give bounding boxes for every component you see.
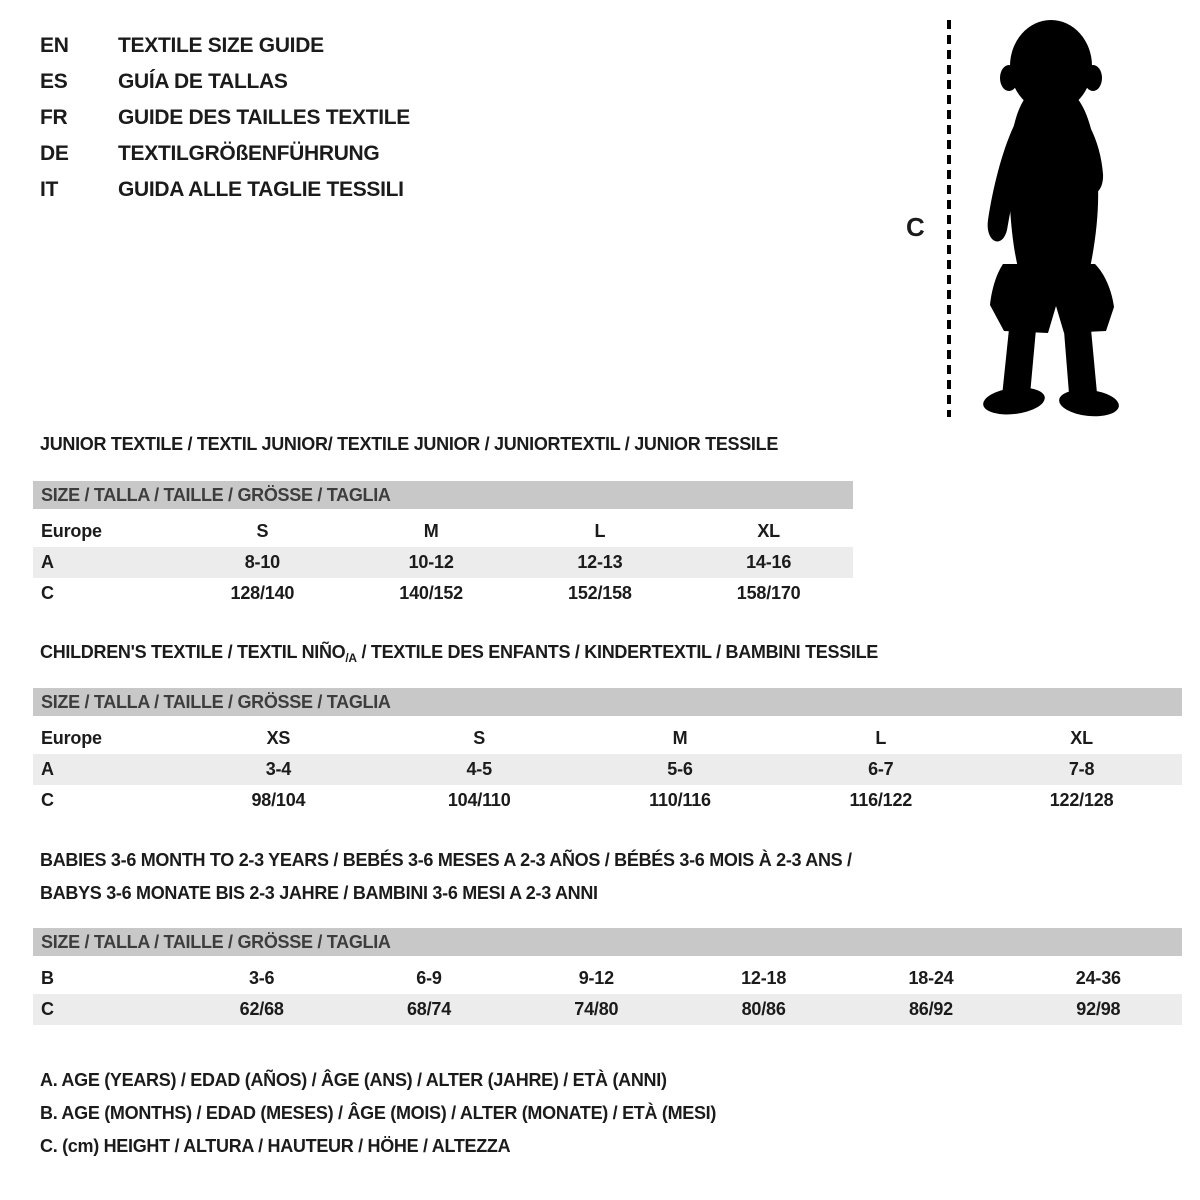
lang-code-en: EN — [40, 34, 69, 57]
babies-size-table — [33, 928, 1182, 1025]
babies-height-row — [33, 994, 1182, 1025]
children-europe-label: Europe — [41, 728, 102, 748]
babies-months-value: 12-18 — [741, 968, 787, 988]
junior-height-value: 140/152 — [399, 583, 463, 603]
legend-line-b: B. AGE (MONTHS) / EDAD (MESES) / ÂGE (MOIS) / ALTER (MONATE) / ETÀ (MESI) — [40, 1103, 717, 1123]
legend-line-a: A. AGE (YEARS) / EDAD (AÑOS) / ÂGE (ANS) / ALTER (JAHRE) / ETÀ (ANNI) — [40, 1070, 667, 1090]
children-size-xl: XL — [1070, 728, 1093, 748]
children-size-header-label: SIZE / TALLA / TAILLE / GRÖSSE / TAGLIA — [41, 691, 391, 712]
lang-code-fr: FR — [40, 106, 68, 129]
lang-title-en: TEXTILE SIZE GUIDE — [118, 34, 324, 57]
lang-code-de: DE — [40, 142, 69, 165]
lang-row-es — [40, 64, 410, 100]
babies-title-line1: BABIES 3-6 MONTH TO 2-3 YEARS / BEBÉS 3-6 MESES A 2-3 AÑOS / BÉBÉS 3-6 MOIS À 2-3 ANS / — [40, 850, 852, 870]
children-section-title — [40, 642, 878, 665]
junior-age-value: 10-12 — [408, 552, 454, 572]
junior-age-value: 14-16 — [746, 552, 792, 572]
lang-title-es: GUÍA DE TALLAS — [118, 70, 288, 93]
junior-height-row — [33, 578, 853, 609]
lang-code-es: ES — [40, 70, 68, 93]
children-height-value: 122/128 — [1049, 790, 1114, 810]
lang-code-it: IT — [40, 178, 59, 201]
babies-height-value: 74/80 — [574, 999, 619, 1019]
junior-size-l: L — [594, 521, 606, 541]
babies-months-row — [33, 963, 1182, 994]
babies-months-value: 18-24 — [908, 968, 954, 988]
junior-height-row-label: C — [41, 583, 54, 603]
babies-title-line2: BABYS 3-6 MONATE BIS 2-3 JAHRE / BAMBINI 3-6 MESI A 2-3 ANNI — [40, 883, 598, 903]
babies-months-row-label: B — [41, 968, 54, 988]
height-measure-label: C — [906, 212, 925, 242]
children-title-post: / TEXTILE DES ENFANTS / KINDERTEXTIL / BAMBINI TESSILE — [356, 642, 878, 662]
junior-height-value: 158/170 — [736, 583, 801, 603]
children-size-table — [33, 688, 1182, 816]
children-title-pre: CHILDREN'S TEXTILE / TEXTIL NIÑO — [40, 642, 346, 662]
children-age-value: 5-6 — [667, 759, 693, 779]
height-measure-dashed-line — [947, 20, 951, 417]
lang-row-it — [40, 172, 410, 208]
children-age-row — [33, 754, 1182, 785]
babies-size-header-label: SIZE / TALLA / TAILLE / GRÖSSE / TAGLIA — [41, 931, 391, 952]
junior-size-table — [33, 481, 853, 609]
junior-age-row-label: A — [41, 552, 54, 572]
babies-section-title — [40, 844, 852, 910]
babies-months-value: 9-12 — [578, 968, 614, 988]
babies-months-value: 6-9 — [416, 968, 442, 988]
children-age-value: 6-7 — [868, 759, 894, 779]
children-size-m: M — [672, 728, 688, 748]
junior-age-row — [33, 547, 853, 578]
lang-row-fr — [40, 100, 410, 136]
lang-row-de — [40, 136, 410, 172]
children-height-row — [33, 785, 1182, 816]
junior-height-value: 128/140 — [230, 583, 295, 603]
legend-line-c: C. (cm) HEIGHT / ALTURA / HAUTEUR / HÖHE / ALTEZZA — [40, 1136, 511, 1156]
children-age-value: 7-8 — [1068, 759, 1095, 779]
children-height-value: 98/104 — [251, 790, 306, 810]
junior-size-s: S — [256, 521, 269, 541]
children-age-value: 3-4 — [265, 759, 292, 779]
language-title-list — [40, 28, 410, 208]
children-europe-row — [33, 723, 1182, 754]
babies-months-value: 3-6 — [248, 968, 275, 988]
babies-height-row-label: C — [41, 999, 54, 1019]
measurement-legend — [40, 1064, 716, 1163]
babies-height-value: 92/98 — [1076, 999, 1121, 1019]
lang-row-en — [40, 28, 410, 64]
lang-title-de: TEXTILGRÖßENFÜHRUNG — [118, 142, 380, 165]
junior-age-value: 8-10 — [244, 552, 280, 572]
junior-size-xl: XL — [757, 521, 780, 541]
babies-height-value: 68/74 — [406, 999, 452, 1019]
lang-title-it: GUIDA ALLE TAGLIE TESSILI — [118, 178, 404, 201]
babies-height-value: 80/86 — [741, 999, 786, 1019]
children-height-value: 110/116 — [649, 790, 711, 810]
children-size-xs: XS — [266, 728, 291, 748]
babies-height-value: 86/92 — [908, 999, 953, 1019]
babies-months-value: 24-36 — [1075, 968, 1121, 988]
children-size-l: L — [875, 728, 887, 748]
children-height-value: 104/110 — [447, 790, 511, 810]
junior-height-value: 152/158 — [568, 583, 632, 603]
junior-size-m: M — [423, 521, 439, 541]
junior-size-header-label: SIZE / TALLA / TAILLE / GRÖSSE / TAGLIA — [41, 484, 391, 505]
junior-age-value: 12-13 — [577, 552, 623, 572]
children-size-s: S — [473, 728, 486, 748]
children-age-value: 4-5 — [466, 759, 492, 779]
children-height-row-label: C — [41, 790, 54, 810]
junior-europe-row — [33, 516, 853, 547]
children-height-value: 116/122 — [849, 790, 913, 810]
children-age-row-label: A — [41, 759, 54, 779]
toddler-silhouette-icon — [963, 14, 1137, 418]
junior-size-header-row — [33, 481, 853, 509]
children-title-sub: /A — [345, 651, 357, 665]
babies-height-value: 62/68 — [239, 999, 284, 1019]
children-size-header-row — [33, 688, 1182, 716]
junior-europe-label: Europe — [41, 521, 102, 541]
junior-section-title: JUNIOR TEXTILE / TEXTIL JUNIOR/ TEXTILE JUNIOR / JUNIORTEXTIL / JUNIOR TESSILE — [40, 434, 779, 454]
lang-title-fr: GUIDE DES TAILLES TEXTILE — [118, 106, 410, 129]
babies-size-header-row — [33, 928, 1182, 956]
